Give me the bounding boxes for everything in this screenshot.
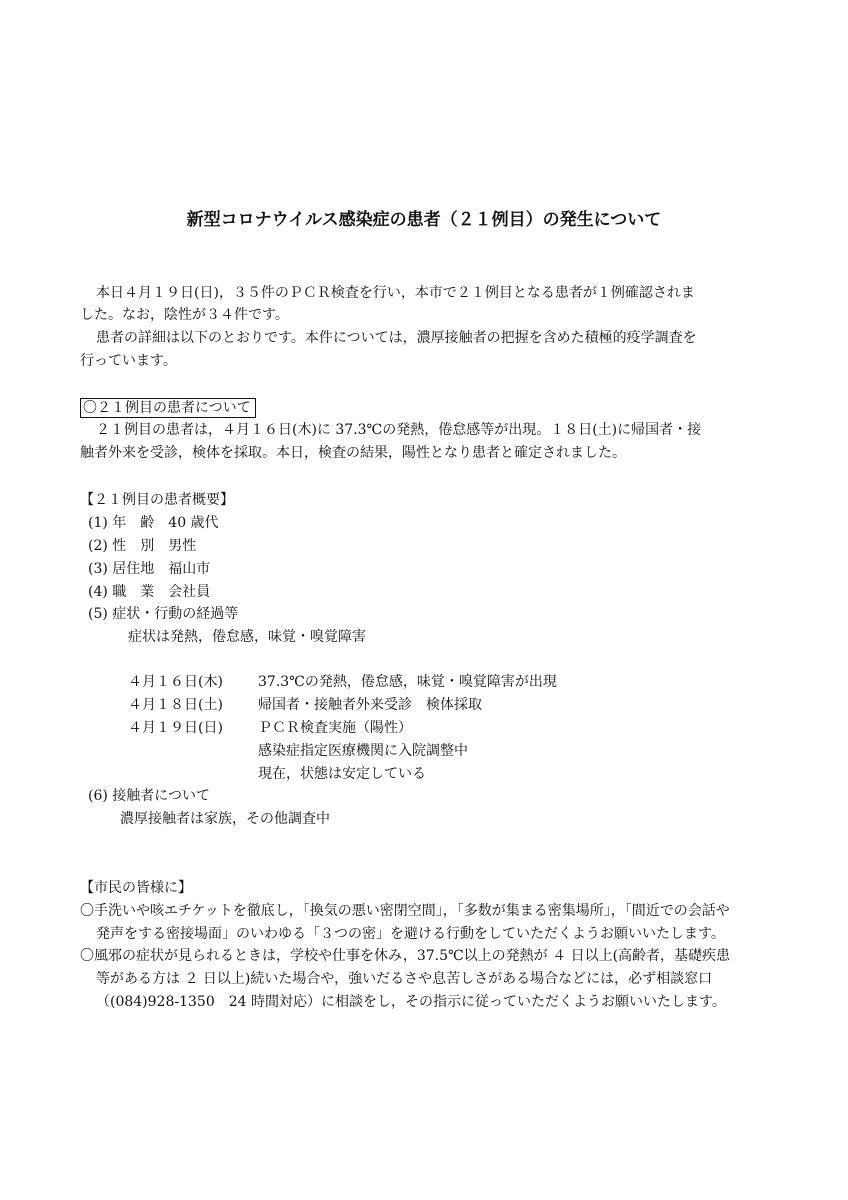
- timeline-event: 帰国者・接触者外来受診 検体採取: [258, 697, 482, 713]
- overview-item: (1) 年 齢 40 歳代: [88, 515, 219, 531]
- citizens-heading: 【市民の皆様に】: [80, 880, 192, 896]
- section-heading: 〇２１例目の患者について: [80, 398, 256, 418]
- overview-item: (5) 症状・行動の経過等: [88, 606, 239, 622]
- intro-line: 本日４月１９日(日)，３５件のＰＣＲ検査を行い，本市で２１例目となる患者が１例確認されま: [96, 285, 695, 301]
- section-body-line: 触者外来を受診，検体を採取。本日，検査の結果，陽性となり患者と確定されました。: [80, 445, 626, 461]
- intro-line: 患者の詳細は以下のとおりです。本件については，濃厚接触者の把握を含めた積極的疫学調査を: [96, 330, 697, 346]
- timeline-date: ４月１９日(日): [128, 720, 223, 736]
- intro-line: 行っています。: [80, 353, 177, 369]
- overview-item: (3) 居住地 福山市: [88, 561, 211, 577]
- overview-item: (4) 職 業 会社員: [88, 584, 211, 600]
- citizens-line: 等がある方は ２ 日以上)続いた場合や，強いだるさや息苦しさがある場合などには，必ず相談窓口: [96, 971, 713, 987]
- timeline-date: ４月１６日(木): [128, 674, 223, 690]
- citizens-line: 〇手洗いや咳エチケットを徹底し，「換気の悪い密閉空間」，「多数が集まる密集場所」，「間近での会話や: [80, 903, 730, 919]
- citizens-line: （(084)928-1350 24 時間対応）に相談をし，その指示に従っていただくようお願いいたします。: [96, 994, 726, 1010]
- overview-item: (2) 性 別 男性: [88, 538, 197, 554]
- document-title: 新型コロナウイルス感染症の患者（２１例目）の発生について: [186, 210, 662, 230]
- timeline-event: 37.3℃の発熱，倦怠感，味覚・嗅覚障害が出現: [258, 674, 557, 690]
- timeline-event: 感染症指定医療機関に入院調整中: [258, 743, 468, 759]
- intro-line: した。なお，陰性が３４件です。: [80, 307, 289, 323]
- section-body-line: ２１例目の患者は，４月１６日(木)に 37.3℃の発熱，倦怠感等が出現。１８日(土)に帰国者・接: [96, 422, 702, 438]
- citizens-line: 発声をする密接場面」のいわゆる「３つの密」を避ける行動をしていただくようお願いいたします。: [96, 926, 725, 942]
- overview-heading: 【２１例目の患者概要】: [80, 492, 234, 508]
- timeline-event: 現在，状態は安定している: [258, 766, 426, 782]
- timeline-event: ＰＣＲ検査実施（陽性）: [258, 720, 412, 736]
- citizens-line: 〇風邪の症状が見られるときは，学校や仕事を休み，37.5℃以上の発熱が ４ 日以上(高齢者，基礎疾患: [80, 948, 731, 964]
- timeline-date: ４月１８日(土): [128, 697, 223, 713]
- contacts-heading: (6) 接触者について: [88, 788, 211, 804]
- contacts-body: 濃厚接触者は家族，その他調査中: [120, 811, 330, 827]
- symptoms-summary: 症状は発熱，倦怠感，味覚・嗅覚障害: [128, 629, 366, 645]
